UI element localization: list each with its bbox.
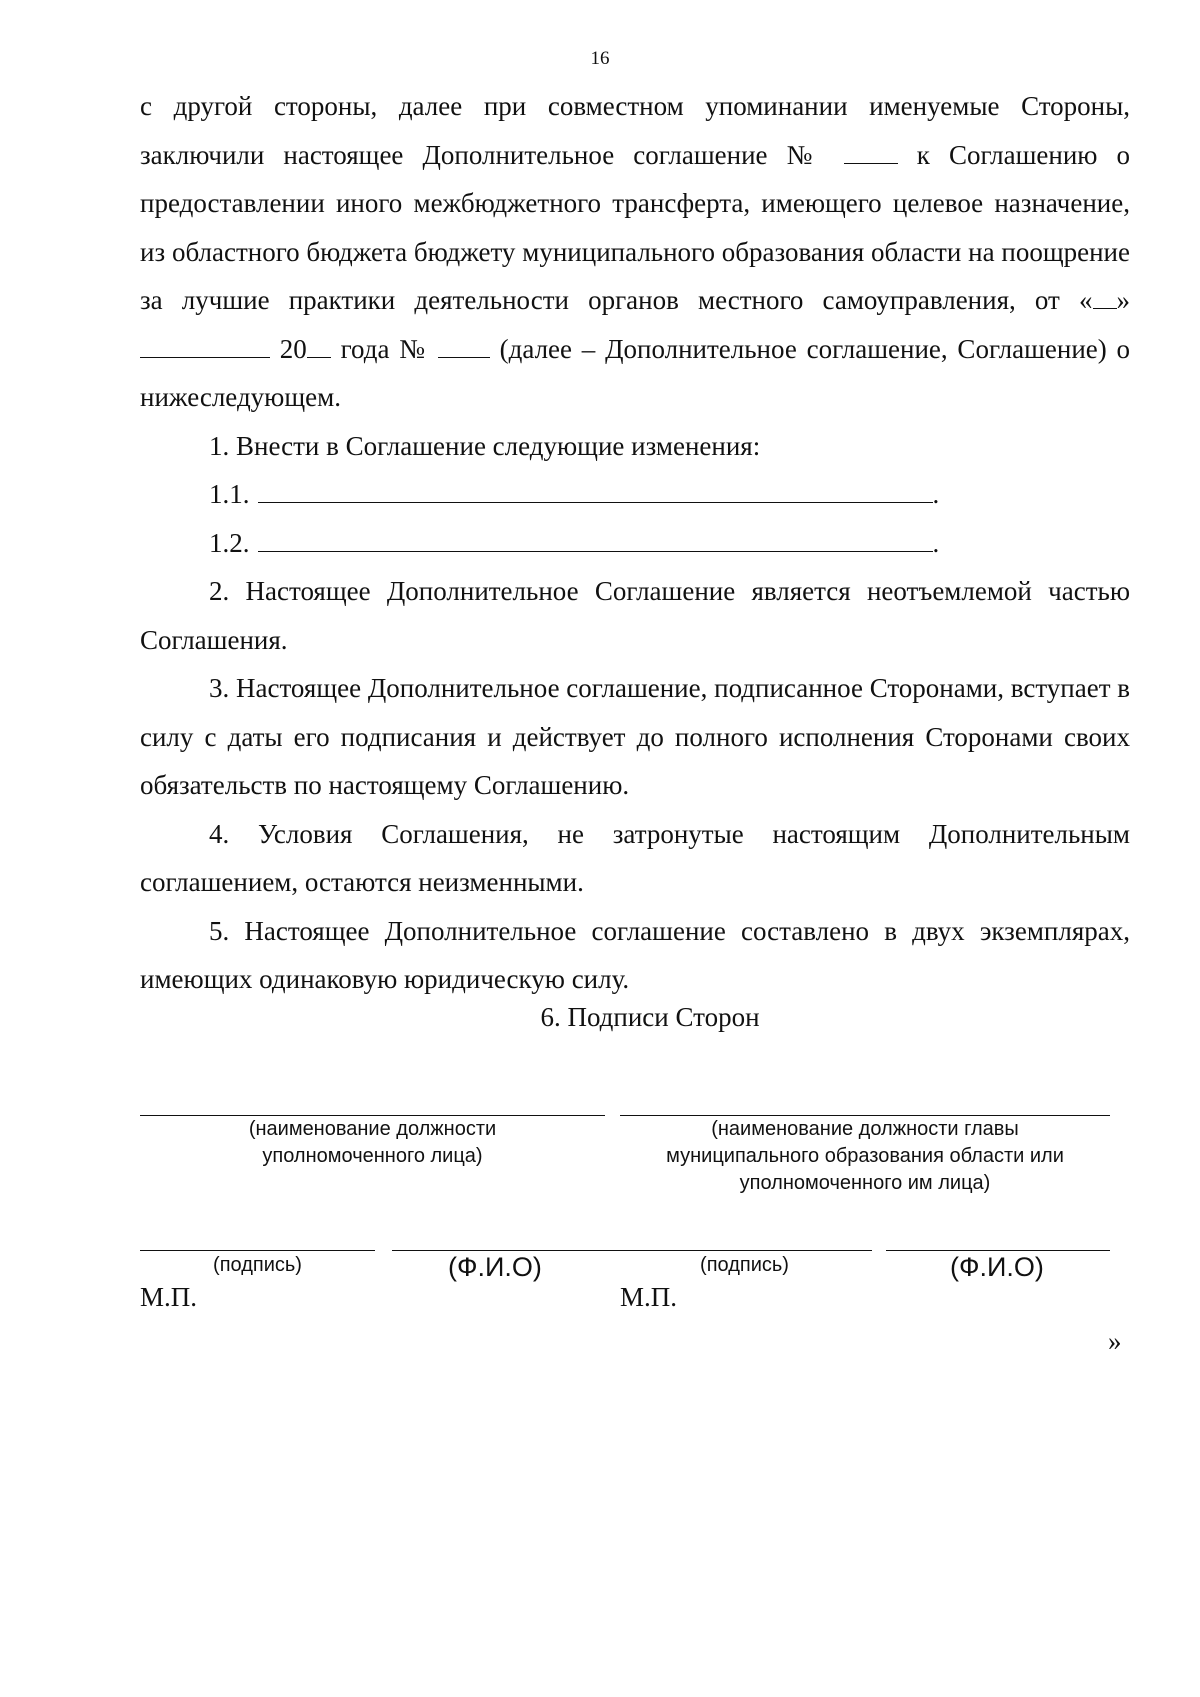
clause-1: 1. Внести в Соглашение следующие изменения: bbox=[209, 430, 761, 461]
right-signature-caption: (подпись) bbox=[700, 1254, 789, 1276]
left-signature-caption: (подпись) bbox=[213, 1254, 302, 1276]
clause-4: 4. Условия Соглашения, не затронутые настоящим Дополнительным соглашением, остаются неизменными. bbox=[140, 818, 1130, 897]
left-seal-label: М.П. bbox=[140, 1282, 198, 1312]
left-fio-caption: (Ф.И.О) bbox=[448, 1252, 542, 1282]
page-number: 16 bbox=[590, 48, 610, 69]
date-day-blank bbox=[1093, 282, 1117, 309]
preamble-tail: (далее – Дополнительное соглашение, Соглашение) о нижеследующем. bbox=[140, 333, 1131, 412]
right-fio-caption: (Ф.И.О) bbox=[950, 1252, 1044, 1282]
agreement-date-number-blank bbox=[438, 331, 490, 358]
signatures-heading: 6. Подписи Сторон bbox=[540, 1002, 760, 1032]
left-signature-line bbox=[140, 1250, 375, 1251]
clause-1-1: 1.1. . bbox=[140, 470, 1130, 519]
right-seal-label: М.П. bbox=[620, 1282, 678, 1312]
agreement-body bbox=[140, 82, 1130, 1004]
date-month-blank bbox=[140, 331, 270, 358]
year-blank bbox=[307, 331, 331, 358]
closing-quote: » bbox=[1108, 1326, 1122, 1356]
right-fio-line bbox=[886, 1250, 1110, 1251]
clause-5: 5. Настоящее Дополнительное соглашение составлено в двух экземплярах, имеющих одинаковую юридическую силу. bbox=[140, 915, 1130, 994]
preamble-text: с другой стороны, далее при совместном упоминании именуемые Стороны, заключили настоящее Дополнительное соглашение № bbox=[140, 91, 1130, 170]
clause-2: 2. Настоящее Дополнительное Соглашение является неотъемлемой частью Соглашения. bbox=[140, 576, 1130, 655]
clause-3: 3. Настоящее Дополнительное соглашение, подписанное Сторонами, вступает в силу с даты его подписания и действует до полного исполнения Сторонами своих обязательств по настоящему Соглашению. bbox=[140, 673, 1130, 800]
clause-1-2-label: 1.2. bbox=[209, 527, 250, 558]
clause-1-2-blank bbox=[258, 521, 933, 552]
year-prefix: 20 bbox=[279, 333, 307, 364]
left-fio-line bbox=[392, 1250, 872, 1251]
clause-1-1-blank bbox=[258, 472, 933, 503]
left-position-caption: (наименование должности уполномоченного лица) bbox=[248, 1118, 497, 1167]
preamble-paragraph bbox=[140, 82, 1130, 422]
right-position-caption: (наименование должности главы муниципального образования области или уполномоченного им лица) bbox=[666, 1118, 1064, 1194]
clause-1-1-label: 1.1. bbox=[209, 479, 250, 509]
agreement-number-blank bbox=[844, 137, 898, 164]
year-suffix: года № bbox=[340, 333, 429, 364]
preamble-text-2: к Соглашению о предоставлении иного межбюджетного трансферта, имеющего целевое назначение, из областного бюджета бюджету муниципального образования области на поощрение за лучшие практики деятельности органов местного самоуправления, от « bbox=[140, 139, 1131, 315]
clause-1-2: 1.2. . bbox=[140, 519, 1130, 568]
date-quote-close: » bbox=[1116, 285, 1130, 315]
